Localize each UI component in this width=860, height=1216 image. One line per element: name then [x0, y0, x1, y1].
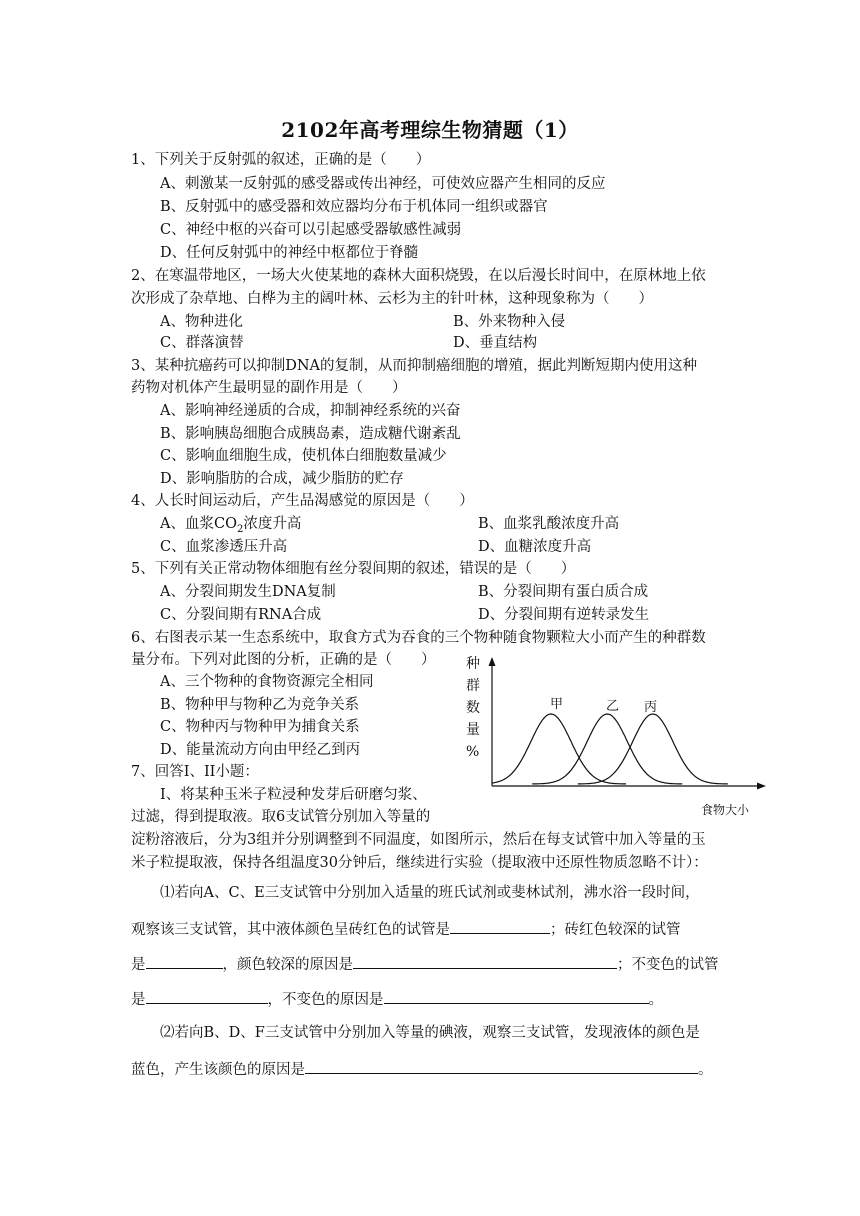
q7-sub1-line2: [131, 918, 681, 940]
x-axis-arrow-icon: [757, 783, 766, 790]
q7-sub1-line4: [131, 988, 663, 1010]
series-curve-2: [578, 714, 728, 784]
q4-option-c: C、血浆渗透压升高: [160, 539, 288, 555]
q4-option-a-text: A、血浆CO: [160, 516, 237, 532]
series-label-jia: 甲: [550, 697, 564, 712]
q4-stem: 4、人长时间运动后，产生品渴感觉的原因是（ ）: [131, 493, 474, 509]
q7-sub2-line2: [131, 1058, 713, 1080]
chart-ylabel-char: 量: [466, 722, 480, 738]
q1-option-c: C、神经中枢的兴奋可以引起感受器敏感性减弱: [160, 222, 462, 238]
q2-option-c: C、群落演替: [160, 335, 244, 351]
q7-sub1-line4-text: 是: [131, 992, 146, 1008]
q2-stem-line1: 2、在寒温带地区，一场大火使某地的森林大面积烧毁，在以后漫长时间中，在原林地上依: [131, 268, 706, 284]
q1-option-d: D、任何反射弧中的神经中枢都位于脊髓: [160, 245, 419, 261]
series-label-bing: 丙: [644, 700, 658, 715]
chart-ylabel-char: 数: [466, 700, 480, 716]
q7-sub2-line1: ⑵若向B、D、F三支试管中分别加入等量的碘液，观察三支试管，发现液体的颜色是: [160, 1025, 700, 1041]
q5-option-a: A、分裂间期发生DNA复制: [160, 584, 336, 600]
q3-option-b: B、影响胰岛细胞合成胰岛素，造成糖代谢紊乱: [160, 426, 461, 442]
q7-part1-line2: 过滤，得到提取液。取6支试管分别加入等量的: [131, 809, 431, 825]
q7-sub2-line2-text-end: 。: [698, 1062, 713, 1078]
q7-part1-line1: I、将某种玉米子粒浸种发芽后研磨匀浆、: [160, 787, 427, 803]
q7-sub1-line3-text: 是: [131, 957, 146, 973]
series-curve-0: [492, 714, 626, 784]
q7-sub1-line3-text-end: ；不变色的试管: [617, 957, 719, 973]
y-axis-arrow-icon: [489, 657, 496, 666]
q5-option-d: D、分裂间期有逆转录发生: [478, 607, 650, 623]
q7-sub1-line1: ⑴若向A、C、E三支试管中分别加入适量的班氏试剂或斐林试剂，沸水浴一段时间，: [160, 885, 700, 901]
q5-stem: 5、下列有关正常动物体细胞有丝分裂间期的叙述，错误的是（ ）: [131, 561, 576, 577]
q4-option-d: D、血糖浓度升高: [478, 539, 592, 555]
q3-stem-line2: 药物对机体产生最明显的副作用是（ ）: [131, 380, 407, 396]
q6-option-d: D、能量流动方向由甲经乙到丙: [160, 742, 361, 758]
q2-option-b: B、外来物种入侵: [453, 314, 566, 330]
answer-blank[interactable]: [305, 1058, 698, 1074]
document-title: 2102年高考理综生物猜题（1）: [281, 118, 579, 142]
q2-option-a: A、物种进化: [160, 314, 243, 330]
series-label-yi: 乙: [606, 699, 620, 714]
q1-option-a: A、刺激某一反射弧的感受器或传出神经，可使效应器产生相同的反应: [160, 176, 606, 192]
q7-stem: 7、回答I、II小题：: [131, 764, 259, 780]
answer-blank[interactable]: [146, 953, 223, 969]
q5-option-b: B、分裂间期有蛋白质合成: [478, 584, 649, 600]
answer-blank[interactable]: [146, 988, 268, 1004]
q4-option-b: B、血浆乳酸浓度升高: [478, 516, 620, 532]
q7-part1-line4: 米子粒提取液，保持各组温度30分钟后，继续进行实验（提取液中还原性物质忽略不计）：: [131, 855, 708, 871]
series-curve-1: [532, 714, 682, 784]
q6-stem-line2: 量分布。下列对此图的分析，正确的是（ ）: [131, 652, 436, 668]
answer-blank[interactable]: [353, 953, 617, 969]
q6-stem-line1: 6、右图表示某一生态系统中，取食方式为吞食的三个物种随食物颗粒大小而产生的种群数: [131, 630, 706, 646]
q6-option-c: C、物种丙与物种甲为捕食关系: [160, 719, 360, 735]
q6-option-b: B、物种甲与物种乙为竞争关系: [160, 697, 360, 713]
q2-option-d: D、垂直结构: [453, 335, 538, 351]
answer-blank[interactable]: [450, 918, 550, 934]
q7-sub1-line2-text-end: ；砖红色较深的试管: [550, 922, 681, 938]
q3-option-d: D、影响脂肪的合成，减少脂肪的贮存: [160, 471, 404, 487]
chart-xlabel: 食物大小: [701, 803, 750, 817]
q7-sub1-line4-text-end: 。: [648, 992, 663, 1008]
q3-option-a: A、影响神经递质的合成，抑制神经系统的兴奋: [160, 403, 461, 419]
q5-option-c: C、分裂间期有RNA合成: [160, 607, 322, 623]
q1-stem: 1、下列关于反射弧的叙述，正确的是（ ）: [131, 152, 431, 168]
q6-option-a: A、三个物种的食物资源完全相同: [160, 674, 374, 690]
q7-sub2-line2-text: 蓝色，产生该颜色的原因是: [131, 1062, 305, 1078]
chart-ylabel-char: 种: [466, 656, 480, 672]
q7-part1-line3: 淀粉溶液后，分为3组并分别调整到不同温度，如图所示，然后在每支试管中加入等量的玉: [131, 832, 706, 848]
q2-stem-line2: 次形成了杂草地、白桦为主的阔叶林、云杉为主的针叶林，这种现象称为（ ）: [131, 291, 653, 307]
answer-blank[interactable]: [384, 988, 649, 1004]
q3-option-c: C、影响血细胞生成，使机体白细胞数量减少: [160, 448, 447, 464]
chart-ylabel-char: %: [466, 744, 480, 760]
q4-option-a-text-end: 浓度升高: [243, 516, 302, 532]
q4-option-a-subscript: 2: [236, 524, 244, 535]
q7-sub1-line4-text-mid: ，不变色的原因是: [267, 992, 384, 1008]
q1-option-b: B、反射弧中的感受器和效应器均分布于机体同一组织或器官: [160, 199, 548, 215]
q3-stem-line1: 3、某种抗癌药可以抑制DNA的复制，从而抑制癌细胞的增殖，据此判断短期内使用这种: [131, 358, 698, 374]
q7-sub1-line3: [131, 953, 719, 975]
q7-sub1-line3-text-mid: ，颜色较深的原因是: [222, 957, 353, 973]
q7-sub1-line2-text: 观察该三支试管，其中液体颜色呈砖红色的试管是: [131, 922, 450, 938]
chart-ylabel-char: 群: [466, 678, 480, 694]
